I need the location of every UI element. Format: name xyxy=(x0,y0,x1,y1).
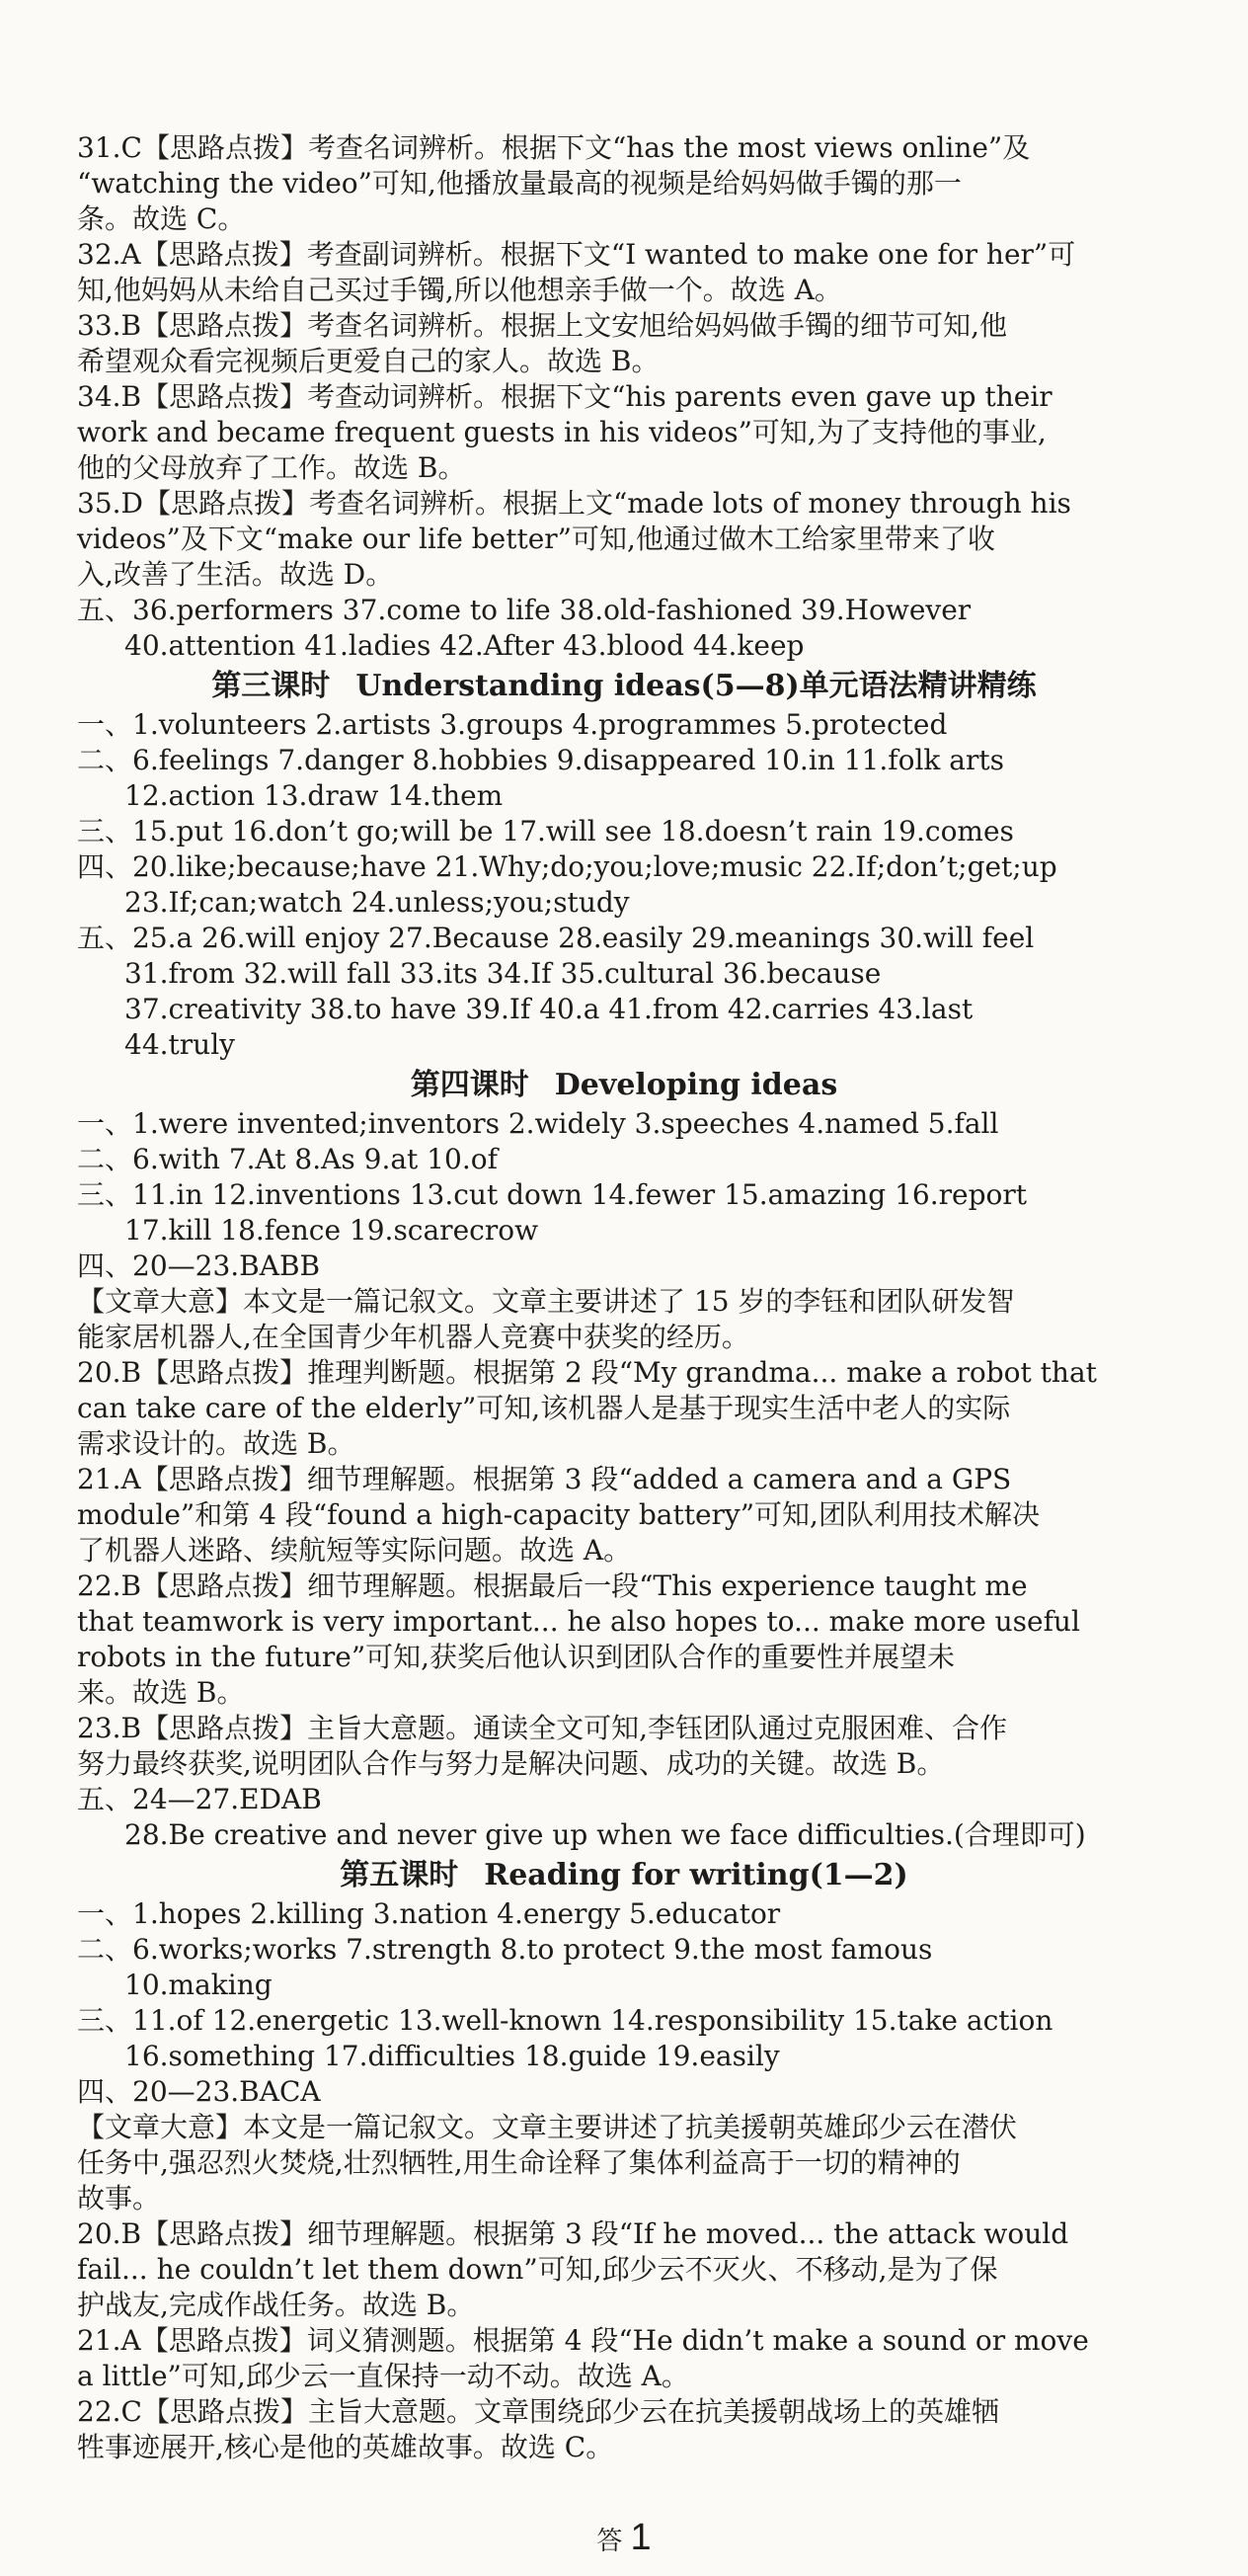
answer-line: 三、11.of 12.energetic 13.well-known 14.responsibility 15.take action xyxy=(77,2004,1053,2037)
answer-line: 他的父母放弃了工作。故选 B。 xyxy=(77,451,466,484)
answer-line: 来。故选 B。 xyxy=(77,1676,245,1709)
answer-line: 40.attention 41.ladies 42.After 43.blood 44.keep xyxy=(124,629,805,662)
answer-line: that teamwork is very important... he also hopes to... make more useful xyxy=(77,1605,1080,1638)
answer-line: can take care of the elderly”可知,该机器人是基于现实生活中老人的实际 xyxy=(77,1392,1011,1424)
answer-line: 22.B【思路点拨】细节理解题。根据最后一段“This experience taught me xyxy=(77,1570,1028,1602)
section-heading-en: Reading for writing(1—2) xyxy=(484,1858,908,1892)
answer-line: module”和第 4 段“found a high-capacity battery”可知,团队利用技术解决 xyxy=(77,1498,1040,1531)
answer-line: 22.C【思路点拨】主旨大意题。文章围绕邱少云在抗美援朝战场上的英雄牺 xyxy=(77,2395,999,2428)
answer-line: 条。故选 C。 xyxy=(77,202,246,235)
section-heading-cn: 第四课时 xyxy=(410,1068,529,1102)
answer-line: 35.D【思路点拨】考查名词辨析。根据上文“made lots of money through his xyxy=(77,487,1071,520)
answer-line: 31.from 32.will fall 33.its 34.If 35.cultural 36.because xyxy=(124,957,882,990)
answer-line: 23.B【思路点拨】主旨大意题。通读全文可知,李钰团队通过克服困难、合作 xyxy=(77,1712,1008,1744)
section-heading-en: Developing ideas xyxy=(554,1068,838,1102)
answer-line: 五、24—27.EDAB xyxy=(77,1783,322,1815)
answer-line: 二、6.with 7.At 8.As 9.at 10.of xyxy=(77,1143,498,1175)
answer-line: 护战友,完成作战任务。故选 B。 xyxy=(77,2289,475,2321)
answer-line: 知,他妈妈从未给自己买过手镯,所以他想亲手做一个。故选 A。 xyxy=(77,274,842,306)
answer-line: 12.action 13.draw 14.them xyxy=(124,779,504,812)
section-heading-en: Understanding ideas(5—8)单元语法精讲精练 xyxy=(355,669,1037,703)
answer-line: 入,改善了生活。故选 D。 xyxy=(77,558,394,591)
answer-line: 28.Be creative and never give up when we face difficulties.(合理即可) xyxy=(124,1818,1086,1851)
answer-line: 44.truly xyxy=(124,1028,235,1061)
answer-line: 31.C【思路点拨】考查名词辨析。根据下文“has the most views online”及 xyxy=(77,131,1031,164)
section-heading-4 xyxy=(77,1065,1171,1106)
section-heading-cn: 第三课时 xyxy=(211,669,331,703)
answer-line: 二、6.feelings 7.danger 8.hobbies 9.disappeared 10.in 11.folk arts xyxy=(77,744,1004,776)
answer-line: 三、11.in 12.inventions 13.cut down 14.fewer 15.amazing 16.report xyxy=(77,1178,1028,1211)
answer-line: 四、20—23.BACA xyxy=(77,2075,321,2108)
answer-line: 34.B【思路点拨】考查动词辨析。根据下文“his parents even gave up their xyxy=(77,380,1053,413)
answer-line: 希望观众看完视频后更爱自己的家人。故选 B。 xyxy=(77,345,660,377)
answer-line: 20.B【思路点拨】细节理解题。根据第 3 段“If he moved... the attack would xyxy=(77,2217,1069,2250)
answer-line: 牲事迹展开,核心是他的英雄故事。故选 C。 xyxy=(77,2431,614,2463)
answer-line: 16.something 17.difficulties 18.guide 19.easily xyxy=(124,2040,780,2072)
summary-line: 【文章大意】本文是一篇记叙文。文章主要讲述了抗美援朝英雄邱少云在潜伏 xyxy=(77,2111,1018,2143)
answer-line: 17.kill 18.fence 19.scarecrow xyxy=(124,1214,539,1247)
summary-line: 能家居机器人,在全国青少年机器人竞赛中获奖的经历。 xyxy=(77,1321,749,1353)
answer-line: 三、15.put 16.don’t go;will be 17.will see 18.doesn’t rain 19.comes xyxy=(77,815,1014,847)
answer-line: 21.A【思路点拨】词义猜测题。根据第 4 段“He didn’t make a sound or move xyxy=(77,2324,1089,2357)
answer-line: 33.B【思路点拨】考查名词辨析。根据上文安旭给妈妈做手镯的细节可知,他 xyxy=(77,309,1008,342)
answer-line: 37.creativity 38.to have 39.If 40.a 41.from 42.carries 43.last xyxy=(124,993,974,1025)
answer-line: 五、25.a 26.will enjoy 27.Because 28.easily 29.meanings 30.will feel xyxy=(77,922,1035,954)
answer-line: 23.If;can;watch 24.unless;you;study xyxy=(124,886,630,919)
section-heading-3 xyxy=(77,666,1171,707)
answer-line: 四、20.like;because;have 21.Why;do;you;love;music 22.If;don’t;get;up xyxy=(77,850,1057,883)
answer-line: 五、36.performers 37.come to life 38.old-fashioned 39.However xyxy=(77,594,972,626)
answer-line: 一、1.volunteers 2.artists 3.groups 4.programmes 5.protected xyxy=(77,708,948,741)
page-footer xyxy=(0,2517,1248,2559)
answer-line: 了机器人迷路、续航短等实际问题。故选 A。 xyxy=(77,1534,632,1567)
answer-line: “watching the video”可知,他播放量最高的视频是给妈妈做手镯的那一 xyxy=(77,167,962,200)
answer-line: robots in the future”可知,获奖后他认识到团队合作的重要性并展望未 xyxy=(77,1641,956,1673)
answer-line: 需求设计的。故选 B。 xyxy=(77,1427,355,1460)
answer-line: work and became frequent guests in his videos”可知,为了支持他的事业, xyxy=(77,416,1047,448)
answer-line: 四、20—23.BABB xyxy=(77,1249,321,1282)
answer-line: 20.B【思路点拨】推理判断题。根据第 2 段“My grandma... make a robot that xyxy=(77,1356,1097,1389)
answer-line: videos”及下文“make our life better”可知,他通过做木工给家里带来了收 xyxy=(77,523,995,555)
answer-line: 一、1.were invented;inventors 2.widely 3.speeches 4.named 5.fall xyxy=(77,1107,999,1140)
answer-line: fail... he couldn’t let them down”可知,邱少云不灭火、不移动,是为了保 xyxy=(77,2253,998,2286)
answer-line: 32.A【思路点拨】考查副词辨析。根据下文“I wanted to make one for her”可 xyxy=(77,238,1076,271)
page-number: 1 xyxy=(630,2517,652,2558)
footer-label: 答 xyxy=(596,2527,623,2556)
answer-line: a little”可知,邱少云一直保持一动不动。故选 A。 xyxy=(77,2360,689,2392)
answer-line: 二、6.works;works 7.strength 8.to protect 9.the most famous xyxy=(77,1933,933,1966)
section-heading-5 xyxy=(77,1855,1171,1896)
answer-line: 21.A【思路点拨】细节理解题。根据第 3 段“added a camera and a GPS xyxy=(77,1463,1012,1495)
answer-line: 10.making xyxy=(124,1969,273,2001)
answer-line: 努力最终获奖,说明团队合作与努力是解决问题、成功的关键。故选 B。 xyxy=(77,1747,945,1780)
answer-line: 一、1.hopes 2.killing 3.nation 4.energy 5.educator xyxy=(77,1897,781,1930)
summary-line: 【文章大意】本文是一篇记叙文。文章主要讲述了 15 岁的李钰和团队研发智 xyxy=(77,1285,1015,1318)
summary-line: 故事。 xyxy=(77,2182,161,2214)
summary-line: 任务中,强忍烈火焚烧,壮烈牺牲,用生命诠释了集体利益高于一切的精神的 xyxy=(77,2146,961,2179)
answer-content xyxy=(77,130,1171,2465)
section-heading-cn: 第五课时 xyxy=(340,1858,459,1892)
